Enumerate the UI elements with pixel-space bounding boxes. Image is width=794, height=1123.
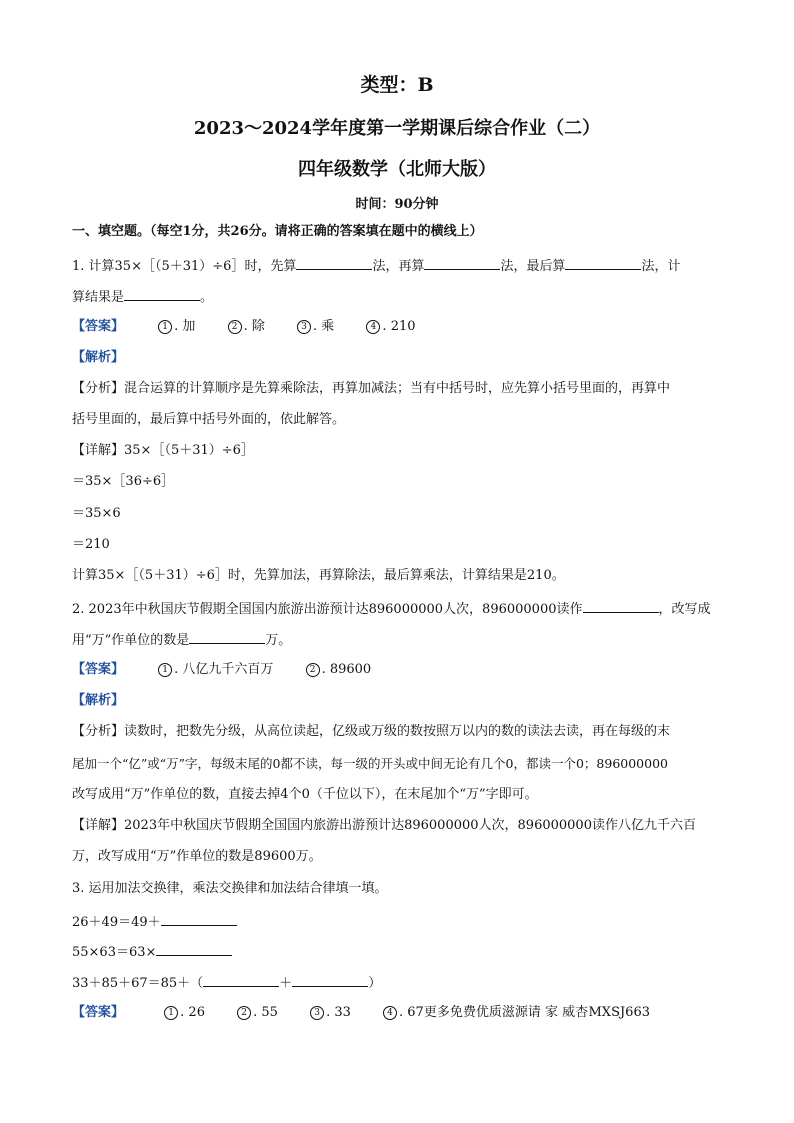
q3-answer-4: 4 . 67更多免费优质滋源请 家 威杏	[383, 1005, 588, 1020]
analysis-tag: 【解析】	[72, 350, 125, 365]
q1-answer-2: 2 . 除	[228, 319, 265, 334]
answer-value: 55	[261, 1005, 278, 1020]
question-3-intro: 3. 运用加法交换律，乘法交换律和加法结合律填一填。	[72, 881, 388, 896]
q2-text-d: 万。	[265, 633, 292, 648]
circle-number: 4	[383, 1006, 397, 1020]
circle-number: 2	[306, 663, 320, 677]
question-1-line-1	[72, 256, 722, 276]
q2-xiangjie-2: 万，改写成用“万”作单位的数是89600万。	[72, 849, 322, 864]
q1-text-b: 法，再算	[372, 259, 425, 274]
q2-text-a: 2. 2023年中秋国庆节假期全国国内旅游出游预计达896000000人次，896000000读作	[72, 602, 583, 617]
q1-conclusion: 计算35×［（5＋31）÷6］时，先算加法，再算除法，最后算乘法，计算结果是210。	[72, 568, 565, 583]
equation-text: 33＋85＋67＝85＋（	[72, 976, 204, 991]
q1-text-e: 算结果是	[72, 290, 125, 305]
equation-text: ＋	[279, 976, 293, 991]
q3-answer-3: 3 . 33	[310, 1005, 351, 1020]
fenxi-text: 混合运算的计算顺序是先算乘除法，再算加减法；当有中括号时，应先算小括号里面的，再算中	[124, 381, 671, 396]
exam-time: 时间：90分钟	[355, 197, 439, 212]
q1-step-4: ＝210	[72, 537, 110, 552]
q1-fenxi-2: 括号里面的，最后算中括号外面的，依此解答。	[72, 412, 346, 427]
q1-step-3: ＝35×6	[72, 506, 121, 521]
fenxi-tag: 【分析】	[72, 724, 125, 739]
q1-fenxi-1	[72, 380, 722, 398]
answer-value: 67更多免费优质滋源请 家 威杏	[407, 1005, 589, 1020]
q3-answer-2: 2 . 55	[237, 1005, 278, 1020]
q1-blank-4[interactable]	[124, 287, 200, 301]
q1-answer-1: 1 . 加	[158, 319, 195, 334]
q1-step-2: ＝35×［36÷6］	[72, 474, 175, 489]
answer-value: 210	[390, 319, 416, 334]
q3-blank-4[interactable]	[292, 973, 368, 987]
q1-blank-3[interactable]	[565, 256, 641, 270]
watermark-code: MXSJ663	[588, 1005, 650, 1020]
q1-answer-3: 3 . 乘	[297, 319, 334, 334]
answer-value: 除	[251, 319, 265, 334]
q2-blank-1[interactable]	[583, 599, 659, 613]
answer-value: 加	[182, 319, 196, 334]
q3-answer-1: 1 . 26	[164, 1005, 205, 1020]
q1-answer-row	[72, 318, 722, 336]
question-2-line-2	[72, 630, 722, 650]
q1-text-f: 。	[200, 290, 214, 305]
question-1-line-2	[72, 287, 722, 307]
circle-number: 1	[158, 320, 172, 334]
q2-answer-row	[72, 661, 722, 679]
q2-answer-1: 1 . 八亿九千六百万	[158, 662, 273, 677]
q2-text-b: ，改写成	[658, 602, 711, 617]
analysis-tag: 【解析】	[72, 693, 125, 708]
circle-number: 1	[158, 663, 172, 677]
circle-number: 2	[228, 320, 242, 334]
q2-fenxi-1	[72, 723, 722, 741]
q1-text-d: 法，计	[641, 259, 681, 274]
q1-answer-4: 4 . 210	[366, 319, 415, 334]
q2-blank-2[interactable]	[189, 630, 265, 644]
equation-text: ）	[368, 976, 382, 991]
answer-value: 33	[334, 1005, 351, 1020]
q1-text-a: 1. 计算35×［（5＋31）÷6］时，先算	[72, 259, 297, 274]
xiangjie-text: 2023年中秋国庆节假期全国国内旅游出游预计达896000000人次，896000000读作八亿九千六百	[124, 818, 696, 833]
answer-value: 乘	[321, 319, 335, 334]
section-heading: 一、填空题。（每空1分，共26分。请将正确的答案填在题中的横线上）	[72, 224, 483, 239]
q3-answer-row	[72, 1004, 722, 1022]
q3-blank-3[interactable]	[203, 973, 279, 987]
answer-value: 26	[188, 1005, 205, 1020]
q2-xiangjie-1	[72, 817, 722, 835]
answer-value: 八亿九千六百万	[182, 662, 274, 677]
q2-text-c: 用“万”作单位的数是	[72, 633, 190, 648]
answer-tag: 【答案】	[72, 662, 125, 677]
step-text: 35×［（5＋31）÷6］	[124, 443, 254, 458]
q3-blank-1[interactable]	[161, 912, 237, 926]
q1-text-c: 法，最后算	[500, 259, 566, 274]
circle-number: 3	[310, 1006, 324, 1020]
answer-tag: 【答案】	[72, 1005, 125, 1020]
type-label: 类型：B	[360, 74, 434, 96]
document-title: 2023～2024学年度第一学期课后综合作业（二）	[193, 118, 601, 139]
fenxi-text: 读数时，把数先分级，从高位读起，亿级或万级的数按照万以内的数的读法去读，再在每级的末	[124, 724, 671, 739]
question-2-line-1	[72, 599, 722, 619]
equation-text: 26＋49＝49＋	[72, 915, 161, 930]
q1-blank-2[interactable]	[424, 256, 500, 270]
q3-equation-1	[72, 912, 722, 932]
xiangjie-tag: 【详解】	[72, 818, 125, 833]
q2-fenxi-3: 改写成用“万”作单位的数，直接去掉4个0（千位以下），在末尾加个“万”字即可。	[72, 787, 538, 802]
q3-equation-2	[72, 942, 722, 962]
circle-number: 3	[297, 320, 311, 334]
circle-number: 1	[164, 1006, 178, 1020]
q1-xiangjie	[72, 442, 722, 460]
answer-tag: 【答案】	[72, 319, 125, 334]
circle-number: 4	[366, 320, 380, 334]
xiangjie-tag: 【详解】	[72, 443, 125, 458]
q3-blank-2[interactable]	[156, 942, 232, 956]
equation-text: 55×63＝63×	[72, 945, 157, 960]
document-subtitle: 四年级数学（北师大版）	[298, 159, 496, 180]
q2-fenxi-2: 尾加一个“亿”或“万”字，每级末尾的0都不读，每一级的开头或中间无论有几个0，都读一个0；896000000	[72, 756, 668, 771]
q2-answer-2: 2 . 89600	[306, 662, 372, 677]
fenxi-tag: 【分析】	[72, 381, 125, 396]
circle-number: 2	[237, 1006, 251, 1020]
answer-value: 89600	[329, 662, 372, 677]
q3-equation-3	[72, 973, 722, 993]
q1-blank-1[interactable]	[296, 256, 372, 270]
